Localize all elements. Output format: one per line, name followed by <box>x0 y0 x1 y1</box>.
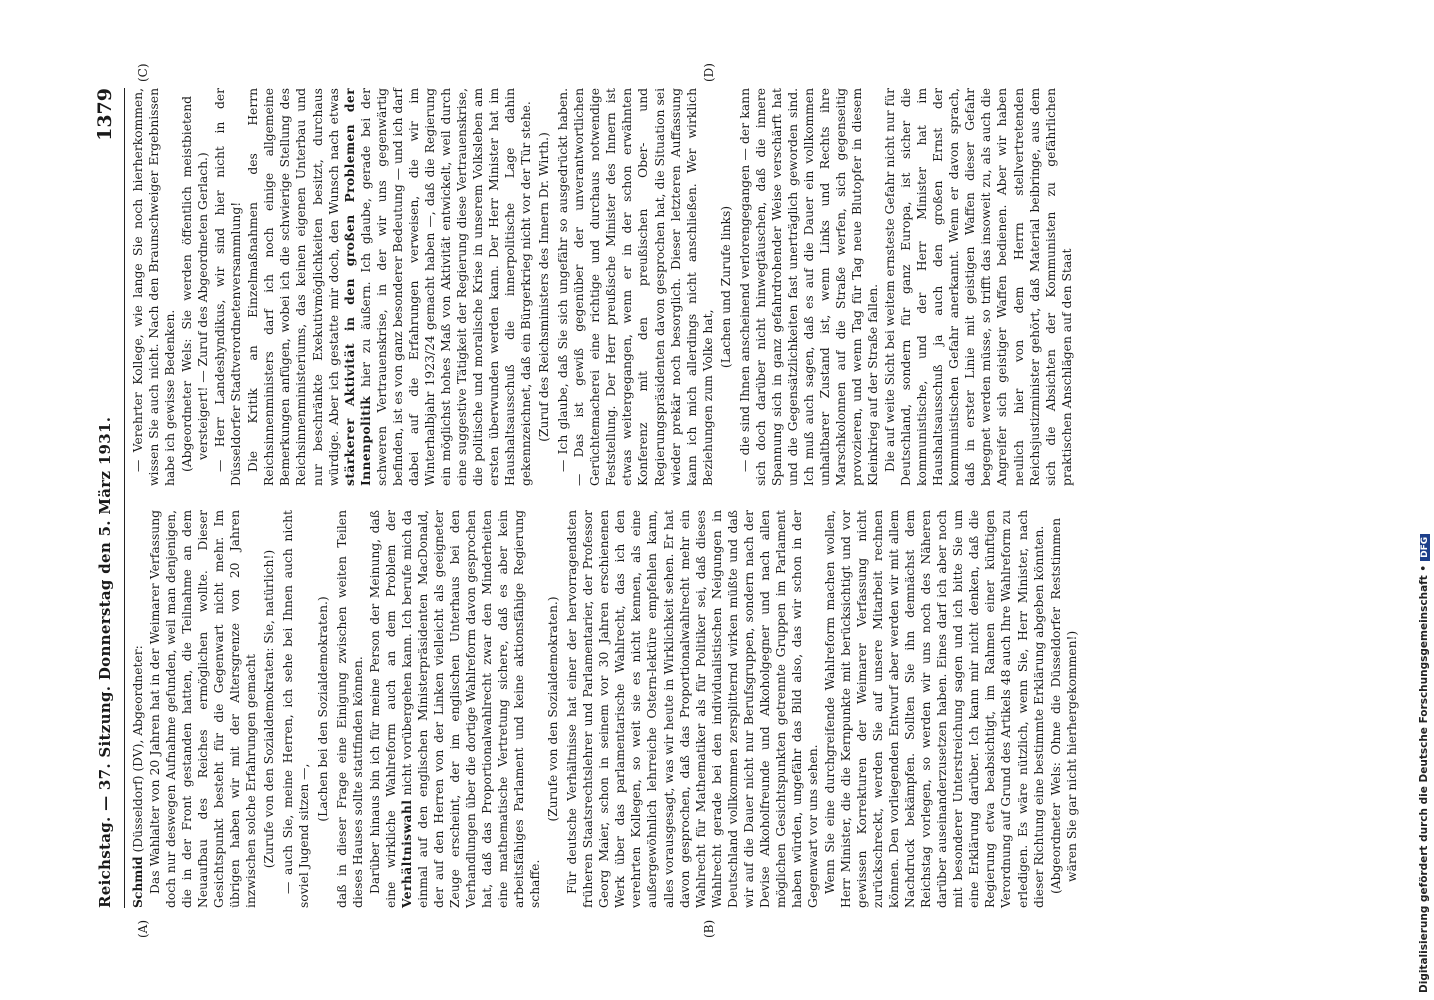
paragraph: Die auf weite Sicht bei weitem ernsteste Gefahr nicht nur für Deutschland, sondern für ganz Europa, ist sicher die kommunistische, und der Herr Minister hat im Haushaltsausschuß ja auch den großen Ernst der kommunistischen Gefahr anerkannt. Wenn er davon sprach, daß in erster Linie mit geistigen Waffen dieser Gefahr begegnet werden müsse, so trifft das insoweit zu, als auch die Angreifer sich geistiger Waffen bedienen. Aber wir haben neulich hier von dem Herrn stellvertretenden Reichsjustizminister gehört, daß Material beibringe, aus dem sich die Absichten der Kommunisten zu gefährlichen praktischen Anschlägen auf den Staat <box>883 88 1074 486</box>
emphasis-text: Verhältniswahl <box>398 799 414 908</box>
interjection: (Zuruf des Reichsministers des Innern Dr. Wirth.) <box>537 132 552 442</box>
paragraph <box>245 88 534 486</box>
left-column <box>130 510 1081 908</box>
speaker-intro <box>130 510 146 908</box>
interjection: (Abgeordneter Wels: Ohne die Düsseldorfer Reststimmen wären Sie gar nicht hierhergekommen!) <box>1048 518 1079 894</box>
paragraph: Das Wahlalter von 20 Jahren hat in der Weimarer Verfassung doch nur deswegen Aufnahme gefunden, weil man denjenigen, die in der Front gestanden hatten, die Teilnahme an dem Neuaufbau des Reiches ermöglichen wollte. Dieser Gesichtspunkt besteht für die Gegenwart nicht mehr. Im übrigen haben wir mit der Altersgrenze von 20 Jahren inzwischen solche Erfahrungen gemacht <box>148 510 259 908</box>
interjection: (Zurufe von den Sozialdemokraten: Sie, natürlich!) <box>262 549 277 869</box>
interjection: (Zurufe von den Sozialdemokraten.) <box>546 596 561 822</box>
page-number: 1379 <box>94 88 116 141</box>
interjection: (Lachen und Zurufe links) <box>718 205 733 369</box>
paragraph: — auch Sie, meine Herren, ich sehe bei Ihnen auch nicht soviel Jugend sitzen —, <box>281 510 312 908</box>
margin-letter-b: (B) <box>702 919 716 938</box>
paragraph: Wenn Sie eine durchgreifende Wahlreform machen wollen, Herr Minister, die die Kernpunkte mit berücksichtigt und vor gewissen Korrekturen der Weimarer Verfassung nicht zurückschreckt, werden Sie auf unsere Mitarbeit rechnen können. Den vorliegenden Entwurf aber werden wir mit allem Nachdruck bekämpfen. Sollten Sie ihn demnächst dem Reichstag vorlegen, so werden wir uns noch des Näheren darüber auseinanderzusetzen haben. Eines darf ich aber noch mit besonderer Unterstreichung sagen und ich bitte Sie um eine Erklärung darüber. Ich kann mir nicht denken, daß die Regierung etwa beabsichtigt, im Rahmen einer künftigen Verordnung auf Grund des Artikels 48 auch Ihre Wahlreform zu erledigen. Es wäre nützlich, wenn Sie, Herr Minister, nach dieser Richtung eine bestimmte Erklärung abgeben könnten. <box>822 510 1046 908</box>
text-run: hier zu äußern. Ich glaube, gerade bei der schweren Vertrauenskrise, in der wir uns gegenwärtig befinden, ist es von ganz besonderer Bedeutung — und ich darf dabei auf die Erfahrungen verweisen, die wir im Winterhalbjahr 1923/24 gemacht haben —, daß die Regierung ein möglichst hohes Maß von Aktivität entwickelt, weil durch eine suggestive Tätigkeit der Regierung diese Vertrauenskrise, die politische und moralische Krise in unserem Volksleben am ersten überwunden werden kann. Der Herr Minister hat im Haushaltsausschuß die innerpolitische Lage dahin gekennzeichnet, daß ein Bürgerkrieg nicht vor der Tür stehe. <box>358 88 534 486</box>
paragraph: — Ich glaube, daß Sie sich ungefähr so ausgedrückt haben. — Das ist gewiß gegenüber der unverantwortlichen Gerüchtemacherei eine richtige und durchaus notwendige Feststellung. Der Herr preußische Minister des Innern ist etwas weitergegangen, wenn er in der schon erwähnten Konferenz mit den preußischen Ober- und Regierungspräsidenten davon gesprochen hat, die Situation sei wieder prekär noch besorglich. Dieser letzteren Auffassung kann ich mich allerdings nicht anschließen. Wer wirklich Beziehungen zum Volke hat, <box>556 88 715 486</box>
right-column <box>130 88 1076 486</box>
page-header <box>90 88 125 908</box>
speaker-name: Schmid <box>130 856 145 908</box>
paragraph <box>367 510 544 908</box>
paragraph: Für deutsche Verhältnisse hat einer der hervorragendsten früheren Staatsrechtslehrer und Parlamentarier, der Professor Georg Maier, schon in seinem vor 30 Jahren erschienenen Werk über das parlamentarische Wahlrecht, das ich den verehrten Kollegen, so weit sie es nicht kennen, als eine außergewöhnlich lehrreiche Ostern-lektüre empfehlen kann, alles vorausgesagt, was wir heute in Wirklichkeit sehen. Er hat davon gesprochen, daß das Proportionalwahlrecht mehr ein Wahlrecht für Mathematiker als für Politiker sei, daß dieses Wahlrecht gerade bei den individualistischen Neigungen in Deutschland vollkommen zersplitternd wirken müßte und daß wir auf die Dauer nicht nur Berufsgruppen, sondern nach der Devise Alkoholfreunde und Alkoholgegner und nach allen möglichen Gesichtspunkten getrennte Gruppen im Parlament haben würden, ungefähr das Bild also, das wir schon in der Gegenwart vor uns sehen. <box>565 510 820 908</box>
text-run: Die Kritik an Einzelmaßnahmen des Herrn Reichsinnenministers darf ich noch einige allgemeine Bemerkungen anfügen, wobei ich die schwierige Stellung des Reichsinnenministeriums, das keinen eigenen Unterbau und nur beschränkte Exekutivmöglichkeiten besitzt, durchaus würdige. Aber ich gestatte mir doch, den Wunsch nach etwas <box>246 88 341 486</box>
paragraph: — Herr Landeshyndikus, wir sind hier nicht in der Düsseldorfer Stadtverordnetenversammlung! <box>213 88 244 486</box>
margin-letter-a: (A) <box>136 919 150 938</box>
margin-letter-c: (C) <box>136 63 150 82</box>
margin-letter-d: (D) <box>702 63 716 82</box>
interjection: (Lachen bei den Sozialdemokraten.) <box>315 596 330 822</box>
digitization-credit <box>1418 8 1434 993</box>
text-run: Darüber hinaus bin ich für meine Person der Meinung, daß eine wirkliche Wahlreform auch an dem Problem der <box>367 510 398 908</box>
header-title: Reichstag. — 37. Sitzung. Donnerstag den 5. März 1931. <box>96 416 114 908</box>
credit-text-wrapper <box>1418 8 1430 993</box>
speaker-affiliation: (Düsseldorf) (DV), Abgeordneter: <box>131 645 145 857</box>
paragraph: daß in dieser Frage eine Einigung zwischen weiten Teilen dieses Hauses sollte stattfinden können. <box>334 510 365 908</box>
dfg-logo: DFG <box>1420 534 1430 561</box>
emphasis-text: stärkerer Aktivität in den großen Problemen der Innenpolitik <box>341 88 373 486</box>
text-run: nicht vorübergehen kann. Ich berufe mich da einmal auf den englischen Ministerpräsidenten MacDonald, der auf den Herren von der Linken vielleicht als geeigneter Zeuge erscheint, der im englischen Unterhaus bei den Verhandlungen über die dortige Wahlreform davon gesprochen hat, daß das Proportionalwahlrecht zwar den Minderheiten eine mathematische Vertretung sichere, daß es aber kein arbeitsfähiges Parlament und keine aktionsfähige Regierung schaffe. <box>399 510 543 908</box>
interjection: (Abgeordneter Wels: Sie werden öffentlich meistbietend versteigert! — Zuruf des Abgeordneten Gerlach.) <box>180 96 211 472</box>
text-columns <box>130 88 1305 908</box>
paragraph: — Verehrter Kollege, wie lange Sie noch hierherkommen, wissen Sie auch nicht. Nach den Braunschweiger Ergebnissen habe ich gewisse Bedenken. <box>131 88 178 486</box>
paragraph: — die sind Ihnen anscheinend verlorengegangen — der kann sich doch darüber nicht hinwegtäuschen, daß die innere Spannung sich in ganz gefahrdrohender Weise verschärft hat und die Gegensätzlichkeiten fast unerträglich geworden sind. Ich muß auch sagen, daß es auf die Dauer ein vollkommen unhaltbarer Zustand ist, wenn Links und Rechts ihre Marschkolonnen auf die Straße werfen, sich gegenseitig provozieren, und wenn Tag für Tag neue Blutopfer in diesem Kleinkrieg auf der Straße fallen. <box>737 88 881 486</box>
credit-text: Digitalisierung gefördert durch die Deutsche Forschungsgemeinschaft • <box>1418 564 1430 993</box>
rotated-page <box>90 63 1305 938</box>
